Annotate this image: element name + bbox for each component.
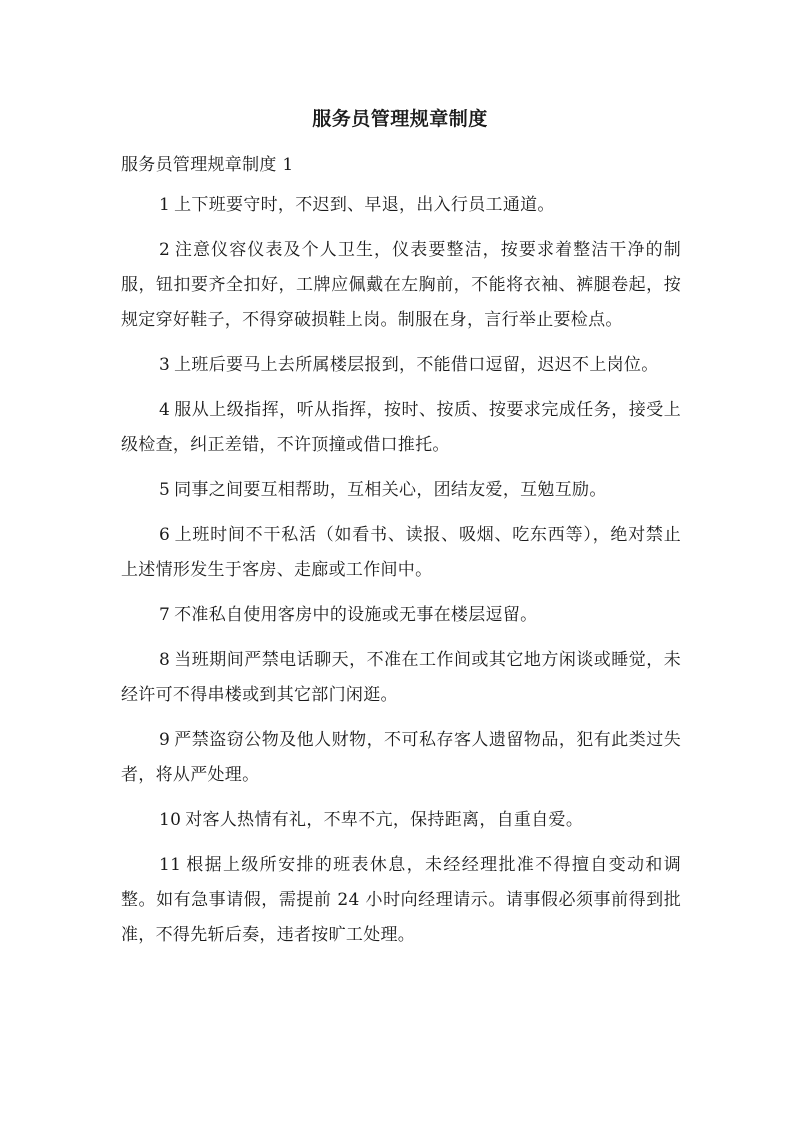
rule-number: 11 xyxy=(159,855,182,875)
rule-paragraph xyxy=(121,803,681,838)
rule-number: 3 xyxy=(159,355,171,375)
rule-text: 注意仪容仪表及个人卫生，仪表要整洁，按要求着整洁干净的制服，钮扣要齐全扣好，工牌应佩戴在左胸前，不能将衣袖、裤腿卷起，按规定穿好鞋子，不得穿破损鞋上岗。制服在身，言行举止要检点。 xyxy=(121,240,681,330)
rule-number: 8 xyxy=(159,650,171,670)
rule-number: 4 xyxy=(159,400,171,420)
rule-paragraph xyxy=(121,473,681,508)
rule-paragraph xyxy=(121,188,681,223)
rule-number: 7 xyxy=(159,605,171,625)
rule-number: 10 xyxy=(159,810,182,830)
rule-paragraph xyxy=(121,518,681,588)
rule-text: 对客人热情有礼，不卑不亢，保持距离，自重自爱。 xyxy=(185,810,584,830)
document-title: 服务员管理规章制度 xyxy=(312,108,488,130)
rule-text: 严禁盗窃公物及他人财物，不可私存客人遗留物品，犯有此类过失者，将从严处理。 xyxy=(121,730,681,785)
document-body xyxy=(121,188,681,963)
rule-text: 上下班要守时，不迟到、早退，出入行员工通道。 xyxy=(174,195,555,215)
rule-number: 5 xyxy=(159,480,171,500)
rule-text: 根据上级所安排的班表休息，未经经理批准不得擅自变动和调整。如有急事请假，需提前 24 小时向经理请示。请事假必须事前得到批准，不得先斩后奏，违者按旷工处理。 xyxy=(121,855,681,945)
rule-paragraph xyxy=(121,723,681,793)
rule-paragraph xyxy=(121,348,681,383)
document-subtitle: 服务员管理规章制度 1 xyxy=(121,155,294,175)
rule-text: 上班后要马上去所属楼层报到，不能借口逗留，迟迟不上岗位。 xyxy=(174,355,659,375)
rule-paragraph xyxy=(121,393,681,463)
rule-number: 1 xyxy=(159,195,171,215)
rule-paragraph xyxy=(121,848,681,953)
rule-text: 同事之间要互相帮助，互相关心，团结友爱，互勉互励。 xyxy=(174,480,607,500)
rule-text: 不准私自使用客房中的设施或无事在楼层逗留。 xyxy=(174,605,538,625)
rule-paragraph xyxy=(121,233,681,338)
rule-number: 2 xyxy=(159,240,171,260)
rule-text: 服从上级指挥，听从指挥，按时、按质、按要求完成任务，接受上级检查，纠正差错，不许顶撞或借口推托。 xyxy=(121,400,681,455)
rule-text: 上班时间不干私活（如看书、读报、吸烟、吃东西等），绝对禁止上述情形发生于客房、走廊或工作间中。 xyxy=(121,525,681,580)
rule-paragraph xyxy=(121,643,681,713)
rule-paragraph xyxy=(121,598,681,633)
rule-text: 当班期间严禁电话聊天，不准在工作间或其它地方闲谈或睡觉，未经许可不得串楼或到其它部门闲逛。 xyxy=(121,650,681,705)
rule-number: 9 xyxy=(159,730,171,750)
rule-number: 6 xyxy=(159,525,171,545)
